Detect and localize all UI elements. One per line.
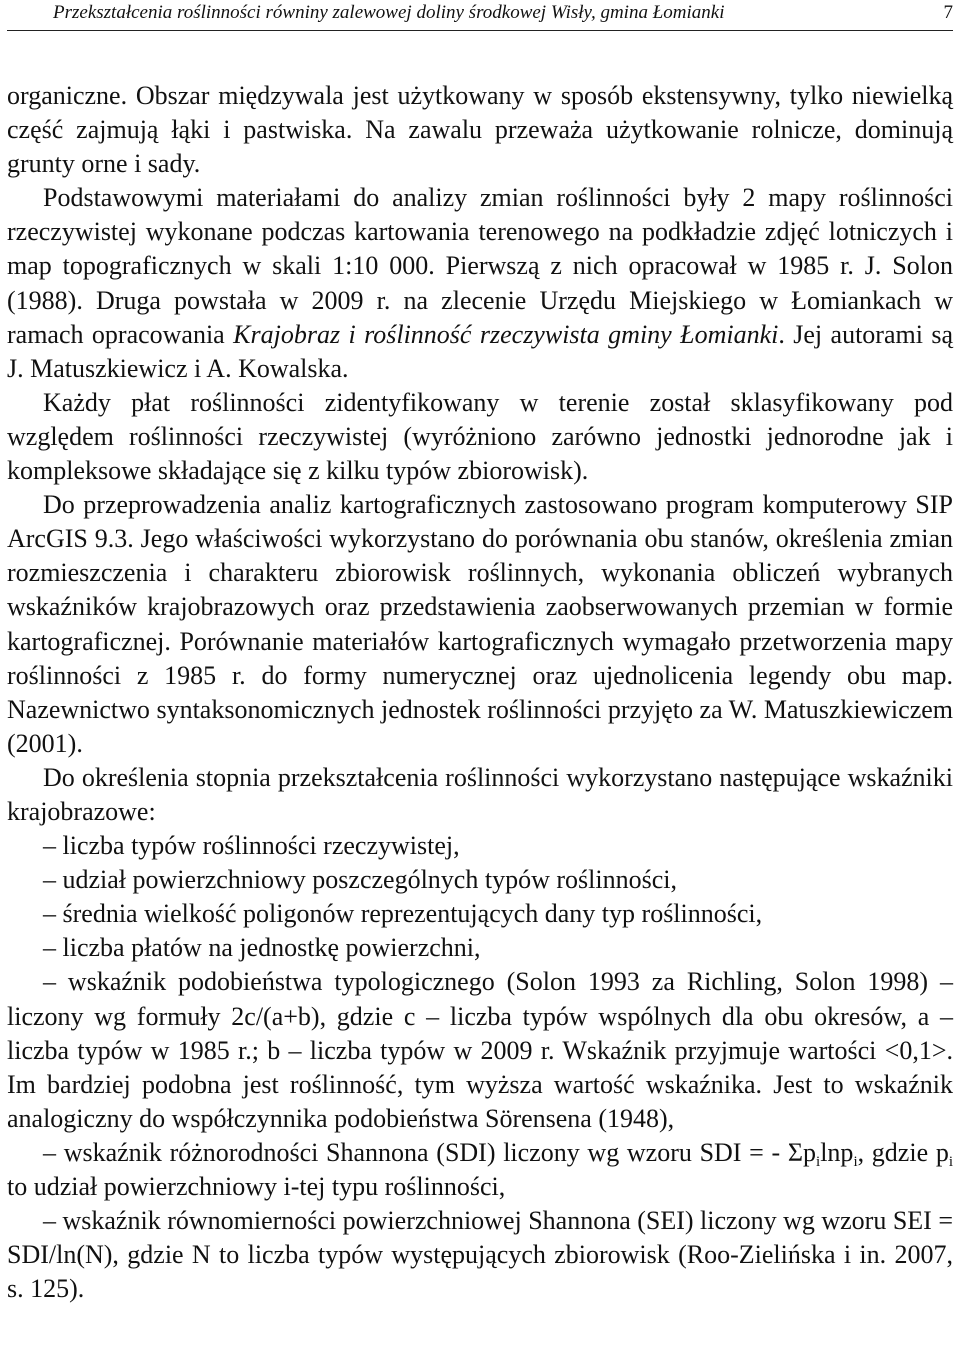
sdi-text-c: , gdzie p [857,1137,949,1167]
sdi-subscript: i [816,1153,821,1170]
list-item: – średnia wielkość poligonów reprezentujących dany typ roślinności, [43,899,763,929]
list-item: – udział powierzchniowy poszczególnych typów roślinności, [43,865,677,895]
document-page [7,0,953,1306]
paragraph-materials [7,181,953,386]
sdi-subscript: i [948,1153,953,1170]
running-title: Przekształcenia roślinności równiny zalewowej doliny środkowej Wisły, gmina Łomianki [53,2,725,23]
body-text [7,79,953,1306]
list-item-sdi [7,1136,953,1204]
page-number: 7 [943,2,953,23]
running-header [7,0,953,31]
paragraph-gis: Do przeprowadzenia analiz kartograficznych zastosowano program komputerowy SIP ArcGIS 9.3. Jego właściwości wykorzystano do porównania obu stanów, określenia zmian rozmieszczenia i charakteru zbiorowisk roślinnych, wykonania obliczeń wybranych wskaźników krajobrazowych oraz przedstawienia zaobserwowanych przemian w formie kartograficznej. Porównanie materiałów kartograficznych wymagało przetworzenia mapy roślinności z 1985 r. do formy numerycznej oraz ujednolicenia legendy obu map. Nazewnictwo syntaksonomicznych jednostek roślinności przyjęto za W. Matuszkiewiczem (2001). [7,490,953,758]
paragraph-indicators-intro: Do określenia stopnia przekształcenia roślinności wykorzystano następujące wskaźniki krajobrazowe: [7,762,953,826]
publication-title: Krajobraz i roślinność rzeczywista gminy Łomianki [233,319,779,349]
list-item: – liczba płatów na jednostkę powierzchni, [43,933,481,963]
list-item: – wskaźnik podobieństwa typologicznego (Solon 1993 za Richling, Solon 1998) – liczony wg formuły 2c/(a+b), gdzie c – liczba typów wspólnych dla obu okresów, a – liczba typów w 1985 r.; b – liczba typów w 2009 r. Wskaźnik przyjmuje wartości <0,1>. Im bardziej podobna jest roślinność, tym wyższa wartość wskaźnika. Jest to wskaźnik analogiczny do współczynnika podobieństwa Sörensena (1948), [7,967,953,1133]
list-item: – liczba typów roślinności rzeczywistej, [43,831,460,861]
paragraph-materials-text-a: Podstawowymi materiałami do analizy zmian roślinności były 2 mapy roślinności rzeczywistej wykonane podczas kartowania terenowego na podkładzie zdjęć lotniczych i map topograficznych w skali 1:10 000. Pierwszą z nich opracował w 1985 r. J. Solon (1988). Druga powstała w 2009 r. na zlecenie Urzędu Miejskiego w Łomiankach w ramach opracowania [7,183,953,349]
sdi-text-b: lnp [820,1137,854,1167]
paragraph-continuation: organiczne. Obszar międzywala jest użytkowany w sposób ekstensywny, tylko niewielką część zajmują łąki i pastwiska. Na zawalu przeważa użytkowanie rolnicze, dominują grunty orne i sady. [7,81,953,179]
paragraph-materials-text-b: . Jej autorami są J. Matuszkiewicz i A. Kowalska. [7,319,954,383]
sdi-subscript: i [853,1153,858,1170]
sdi-text-d: to udział powierzchniowy i-tej typu roślinności, [7,1172,506,1201]
list-item-sei: – wskaźnik równomierności powierzchniowej Shannona (SEI) liczony wg wzoru SEI = SDI/ln(N), gdzie N to liczba typów występujących zbiorowisk (Roo-Zielińska i in. 2007, s. 125). [7,1206,953,1304]
paragraph-classification: Każdy płat roślinności zidentyfikowany w terenie został sklasyfikowany pod względem roślinności rzeczywistej (wyróżniono zarówno jednostki jednorodne jak i kompleksowe składające się z kilku typów zbiorowisk). [7,387,953,486]
sdi-text-a: – wskaźnik różnorodności Shannona (SDI) liczony wg wzoru SDI = - Σp [43,1137,817,1167]
